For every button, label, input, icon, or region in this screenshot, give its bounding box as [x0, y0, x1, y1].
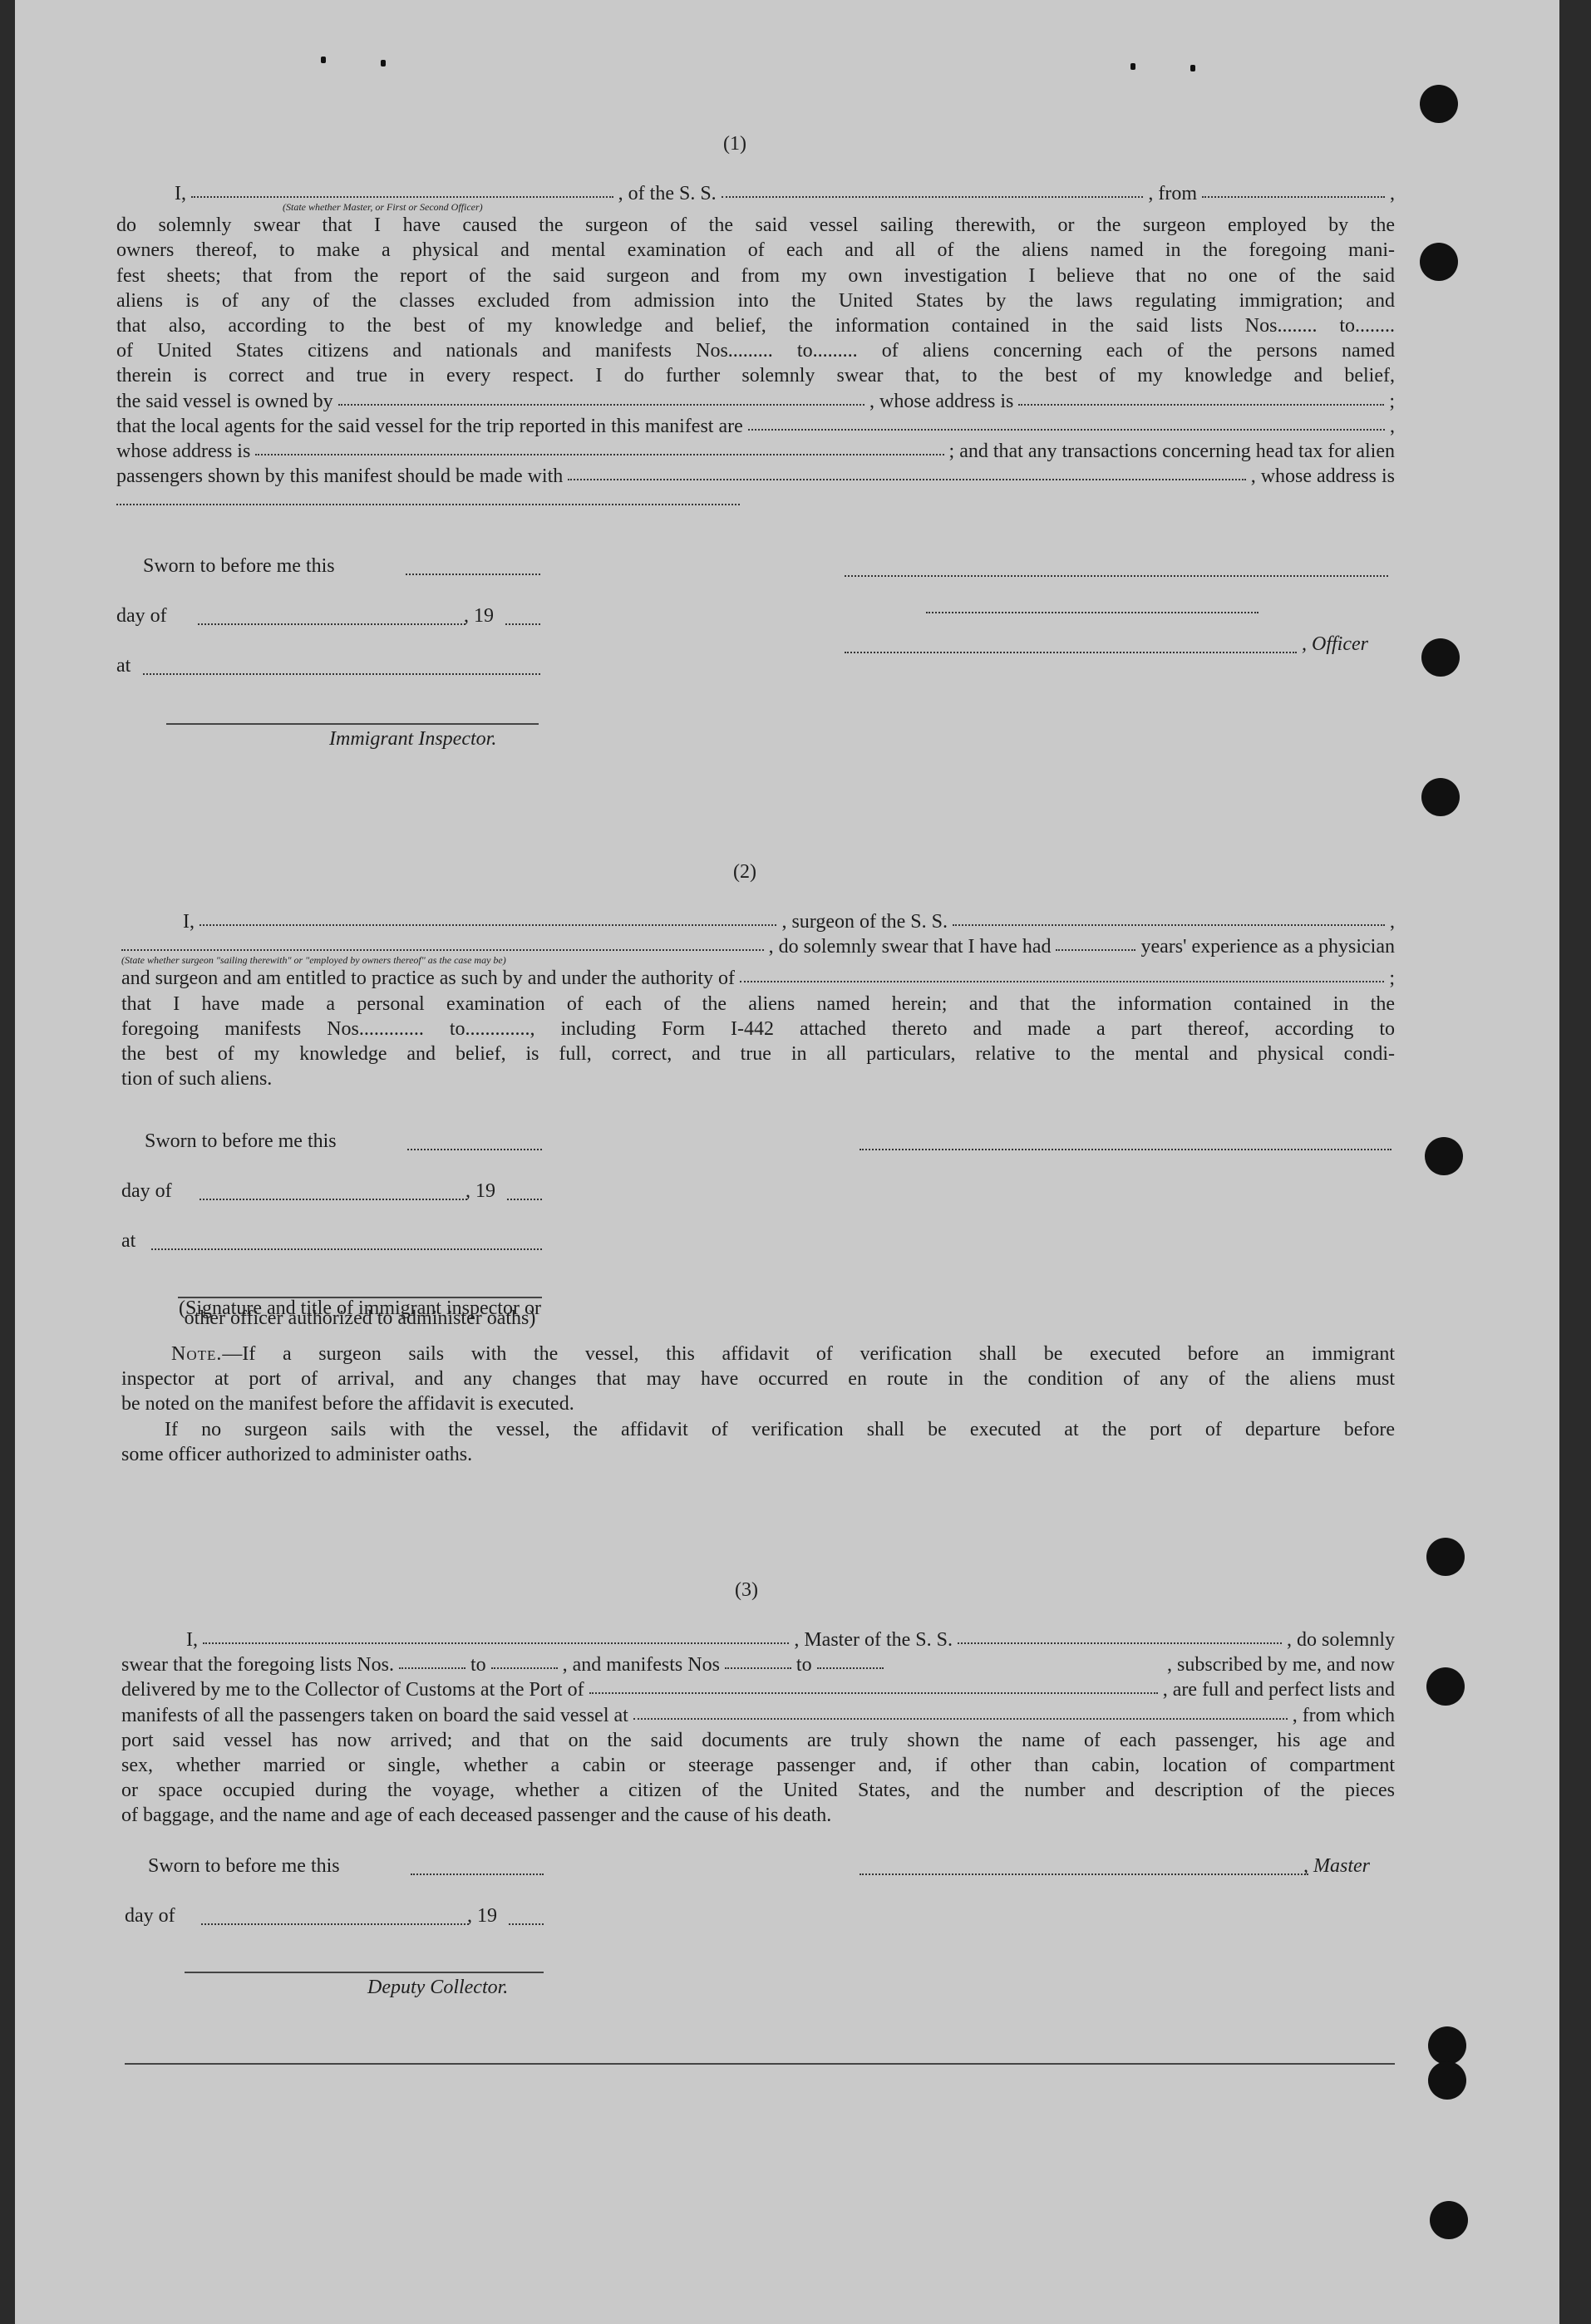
section-2-note	[121, 1342, 1395, 1467]
blank-field[interactable]	[1202, 181, 1385, 198]
blank-field[interactable]	[338, 389, 864, 406]
section-number: (2)	[733, 861, 756, 883]
oath-text-line: tion of such aliens.	[121, 1068, 273, 1091]
ink-speck	[1130, 63, 1135, 70]
blank-field[interactable]	[199, 909, 776, 926]
oath-text-line: that I have made a personal examination of each of the aliens named herein; and that the information contained in the	[121, 992, 1395, 1015]
note-line: inspector at port of arrival, and any changes that may have occurred en route in the condition of any of the aliens must	[121, 1368, 1395, 1391]
authority-line: and surgeon and am entitled to practice as such by and under the authority of ;	[121, 968, 1395, 990]
at-label: at	[121, 1230, 136, 1252]
note-line: Note.—If a surgeon sails with the vessel, this affidavit of verification shall be executed before an immigrant	[121, 1342, 1395, 1366]
binder-hole	[1428, 2026, 1466, 2065]
blank-field[interactable]	[203, 1627, 789, 1644]
boarding-line: manifests of all the passengers taken on board the said vessel at , from which	[121, 1704, 1395, 1726]
section-3	[121, 1627, 1395, 1829]
oath-line: , do solemnly swear that I have had years' experience as a physician	[121, 934, 1395, 959]
binder-hole	[1421, 778, 1460, 816]
oath-text-line: of United States citizens and nationals and manifests Nos......... to......... of aliens concerning each of the persons named	[116, 340, 1395, 362]
oath-text-line: therein is correct and true in every respect. I do further solemnly swear that, to the best of my knowledge and belief,	[116, 365, 1395, 387]
passengers-line: passengers shown by this manifest should be made with , whose address is	[116, 465, 1395, 488]
master-label: , Master	[1303, 1855, 1370, 1877]
inspector-label: Immigrant Inspector.	[329, 728, 497, 750]
blank-field[interactable]	[201, 1923, 469, 1925]
blank-field[interactable]	[1056, 934, 1135, 951]
blank-field[interactable]	[255, 439, 943, 455]
sworn-label: Sworn to before me this	[148, 1855, 340, 1877]
blank-field[interactable]	[509, 1923, 544, 1925]
binder-hole	[1426, 1538, 1465, 1576]
collector-label: Deputy Collector.	[367, 1977, 509, 1998]
binder-hole	[1420, 243, 1458, 281]
blank-field[interactable]	[491, 1652, 558, 1669]
section-number: (1)	[723, 133, 746, 155]
blank-field[interactable]	[845, 652, 1297, 653]
signature-line[interactable]	[860, 1873, 1308, 1875]
blank-field[interactable]	[722, 181, 1144, 198]
port-line: delivered by me to the Collector of Customs at the Port of , are full and perfect lists and	[121, 1679, 1395, 1701]
blank-field[interactable]	[748, 414, 1385, 431]
oath-text-line: fest sheets; that from the report of the said surgeon and from my own investigation I believe that no one of the said	[116, 264, 1395, 287]
blank-field[interactable]	[633, 1703, 1288, 1720]
oath-line: I, , surgeon of the S. S. ,	[183, 911, 1395, 933]
blank-field[interactable]	[953, 909, 1385, 926]
field-label: , of the S. S.	[618, 183, 717, 204]
year-label: , 19	[467, 1905, 497, 1927]
oath-text-line: aliens is of any of the classes excluded from admission into the United States by the laws regulating immigration; and	[116, 289, 1395, 312]
blank-field[interactable]	[589, 1677, 1158, 1694]
blank-field[interactable]	[507, 1199, 542, 1200]
ink-speck	[381, 60, 386, 66]
blank-field[interactable]	[740, 966, 1384, 982]
document-page	[15, 0, 1559, 2324]
field-label: , from	[1148, 183, 1198, 204]
oath-text-line: do solemnly swear that I have caused the surgeon of the said vessel sailing therewith, or the surgeon employed by the	[116, 214, 1395, 237]
oath-text-line: of baggage, and the name and age of each deceased passenger and the cause of his death.	[121, 1805, 832, 1827]
signature-instruction: (Signature and title of immigrant inspector or other officer authorized to administer oaths)	[179, 1297, 541, 1329]
oath-text-line: foregoing manifests Nos............. to............., including Form I-442 attached thereto and made a part thereof, according to	[121, 1017, 1395, 1040]
oath-text-line: the best of my knowledge and belief, is full, correct, and true in all particulars, relative to the mental and physical condi-	[121, 1043, 1395, 1066]
agents-line: that the local agents for the said vessel for the trip reported in this manifest are ,	[116, 415, 1395, 437]
ink-speck	[1190, 65, 1195, 71]
blank-field[interactable]	[411, 1873, 544, 1875]
binder-hole	[1426, 1667, 1465, 1706]
binder-holes	[1420, 0, 1486, 2324]
blank-field[interactable]	[121, 934, 764, 951]
section-1	[116, 181, 1395, 505]
oath-pronoun: I,	[175, 183, 186, 204]
blank-field[interactable]	[116, 489, 740, 505]
blank-field[interactable]	[191, 181, 613, 198]
signature-line[interactable]	[860, 1149, 1392, 1150]
blank-field[interactable]	[198, 623, 465, 625]
signature-line[interactable]	[845, 575, 1388, 577]
field-instruction: (State whether surgeon "sailing therewith" or "employed by owners thereof" as the case may be)	[121, 954, 506, 967]
section-2	[121, 909, 1395, 1091]
blank-field[interactable]	[958, 1627, 1282, 1644]
blank-field[interactable]	[399, 1652, 465, 1669]
oath-text-line: port said vessel has now arrived; and that on the said documents are truly shown the name of each passenger, his age and	[121, 1729, 1395, 1751]
blank-field[interactable]	[199, 1199, 467, 1200]
oath-text-line: or space occupied during the voyage, whether a citizen of the United States, and the number and description of the pieces	[121, 1780, 1395, 1802]
address-line: whose address is ; and that any transactions concerning head tax for alien	[116, 441, 1395, 463]
signature-line[interactable]	[926, 612, 1259, 613]
owner-line: the said vessel is owned by , whose address is ;	[116, 390, 1395, 412]
ink-speck	[321, 57, 326, 63]
field-instruction: (State whether Master, or First or Second Officer)	[283, 201, 483, 214]
blank-field[interactable]	[406, 574, 540, 575]
blank-field[interactable]	[817, 1652, 884, 1669]
note-line: be noted on the manifest before the affidavit is executed.	[121, 1393, 574, 1416]
signature-line[interactable]	[166, 723, 539, 725]
signature-line[interactable]	[185, 1972, 544, 1973]
continuation-line	[116, 489, 1395, 505]
day-of-label: day of	[121, 1180, 172, 1202]
blank-field[interactable]	[1018, 389, 1384, 406]
binder-hole	[1421, 638, 1460, 677]
binder-hole	[1430, 2201, 1468, 2239]
binder-hole	[1420, 85, 1458, 123]
note-label: Note.	[171, 1343, 223, 1365]
binder-hole	[1428, 2061, 1466, 2100]
oath-line: I, , of the S. S. , from ,	[116, 181, 1395, 206]
sworn-label: Sworn to before me this	[145, 1130, 337, 1152]
year-label: , 19	[464, 605, 494, 627]
binder-hole	[1425, 1137, 1463, 1175]
blank-field[interactable]	[151, 1248, 542, 1250]
at-label: at	[116, 655, 131, 677]
sworn-label: Sworn to before me this	[143, 555, 335, 577]
officer-label: , Officer	[1302, 633, 1368, 655]
day-of-label: day of	[125, 1905, 175, 1927]
blank-field[interactable]	[505, 623, 540, 625]
year-label: , 19	[465, 1180, 495, 1202]
blank-field[interactable]	[568, 464, 1245, 480]
note-line: some officer authorized to administer oaths.	[121, 1443, 473, 1465]
bottom-rule	[125, 2063, 1395, 2065]
oath-text-line: sex, whether married or single, whether a cabin or steerage passenger and, if other than cabin, location of compartment	[121, 1755, 1395, 1777]
lists-line: swear that the foregoing lists Nos. to , and manifests Nos to , subscribed by me, and now	[121, 1654, 1395, 1677]
oath-text-line: owners thereof, to make a physical and mental examination of each and all of the aliens named in the foregoing mani-	[116, 239, 1395, 262]
oath-text-line: that also, according to the best of my knowledge and belief, the information contained in the said lists Nos........ to........	[116, 315, 1395, 337]
blank-field[interactable]	[725, 1652, 791, 1669]
day-of-label: day of	[116, 605, 167, 627]
blank-field[interactable]	[407, 1149, 542, 1150]
oath-line: I, , Master of the S. S. , do solemnly	[186, 1629, 1395, 1651]
blank-field[interactable]	[143, 673, 540, 675]
section-number: (3)	[735, 1579, 758, 1601]
note-line: If no surgeon sails with the vessel, the affidavit of verification shall be executed at the port of departure before	[165, 1418, 1395, 1440]
